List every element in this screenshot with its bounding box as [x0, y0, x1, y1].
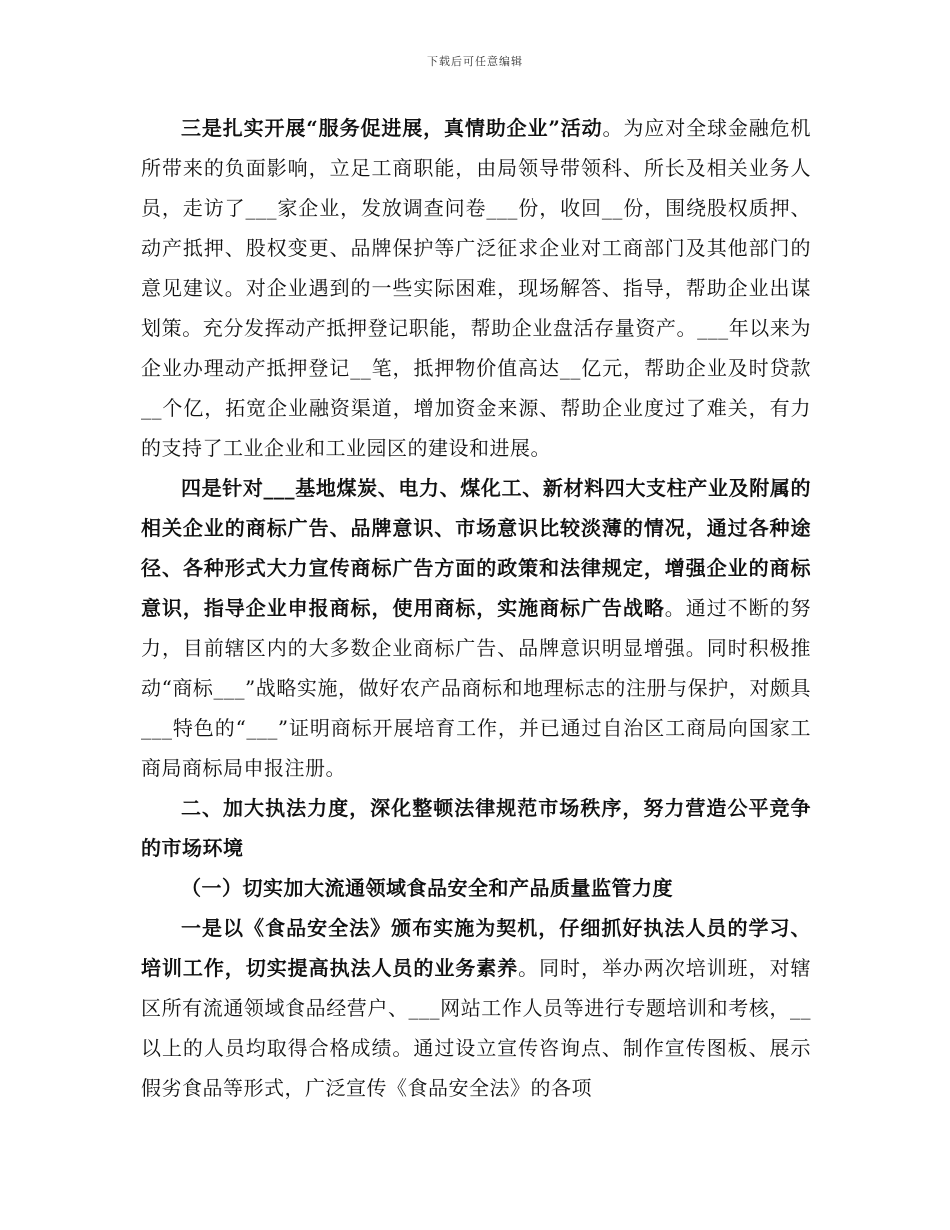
section-heading: 二、加大执法力度，深化整顿法律规范市场秩序，努力营造公平竞争的市场环境	[141, 796, 811, 860]
paragraph-lead-bold: 三是扎实开展“服务促进展，真情助企业”活动	[181, 116, 603, 140]
paragraph-trademark	[141, 468, 811, 788]
paragraph-food-safety	[141, 908, 811, 1108]
document-body	[141, 108, 811, 1108]
paragraph-lead-bold: 一是以《食品安全法》颁布实施为契机，仔细抓好执法人员的学习、培训工作，切实提高执法人员的业务素养	[141, 916, 811, 980]
paragraph-service-activity	[141, 108, 811, 468]
paragraph-text: 。通过不断的努力，目前辖区内的大多数企业商标广告、品牌意识明显增强。同时积极推动“商标___”战略实施，做好农产品商标和地理标志的注册与保护，对颇具___特色的“___”证明商标开展培育工作，并已通过自治区工商局向国家工商局商标局申报注册。	[141, 596, 812, 780]
page-header: 下载后可任意编辑	[427, 55, 523, 68]
paragraph-text: 。为应对全球金融危机所带来的负面影响，立足工商职能，由局领导带领科、所长及相关业务人员，走访了___家企业，发放调查问卷___份，收回__份，围绕股权质押、动产抵押、股权变更、品牌保护等广泛征求企业对工商部门及其他部门的意见建议。对企业遇到的一些实际困难，现场解答、指导，帮助企业出谋划策。充分发挥动产抵押登记职能，帮助企业盘活存量资产。___年以来为企业办理动产抵押登记__笔，抵押物价值高达__亿元，帮助企业及时贷款__个亿，拓宽企业融资渠道，增加资金来源、帮助企业度过了难关，有力的支持了工业企业和工业园区的建设和进展。	[141, 116, 811, 460]
subsection-heading: （一）切实加大流通领域食品安全和产品质量监管力度	[181, 876, 673, 900]
paragraph-text: 。同时，举办两次培训班，对辖区所有流通领域食品经营户、___网站工作人员等进行专题培训和考核，__以上的人员均取得合格成绩。通过设立宣传咨询点、制作宣传图板、展示假劣食品等形式，广泛宣传《食品安全法》的各项	[141, 956, 812, 1100]
paragraph-lead-bold: 四是针对___基地煤炭、电力、煤化工、新材料四大支柱产业及附属的相关企业的商标广告、品牌意识、市场意识比较淡薄的情况，通过各种途径、各种形式大力宣传商标广告方面的政策和法律规定，增强企业的商标意识，指导企业申报商标，使用商标，实施商标广告战略	[141, 476, 811, 620]
